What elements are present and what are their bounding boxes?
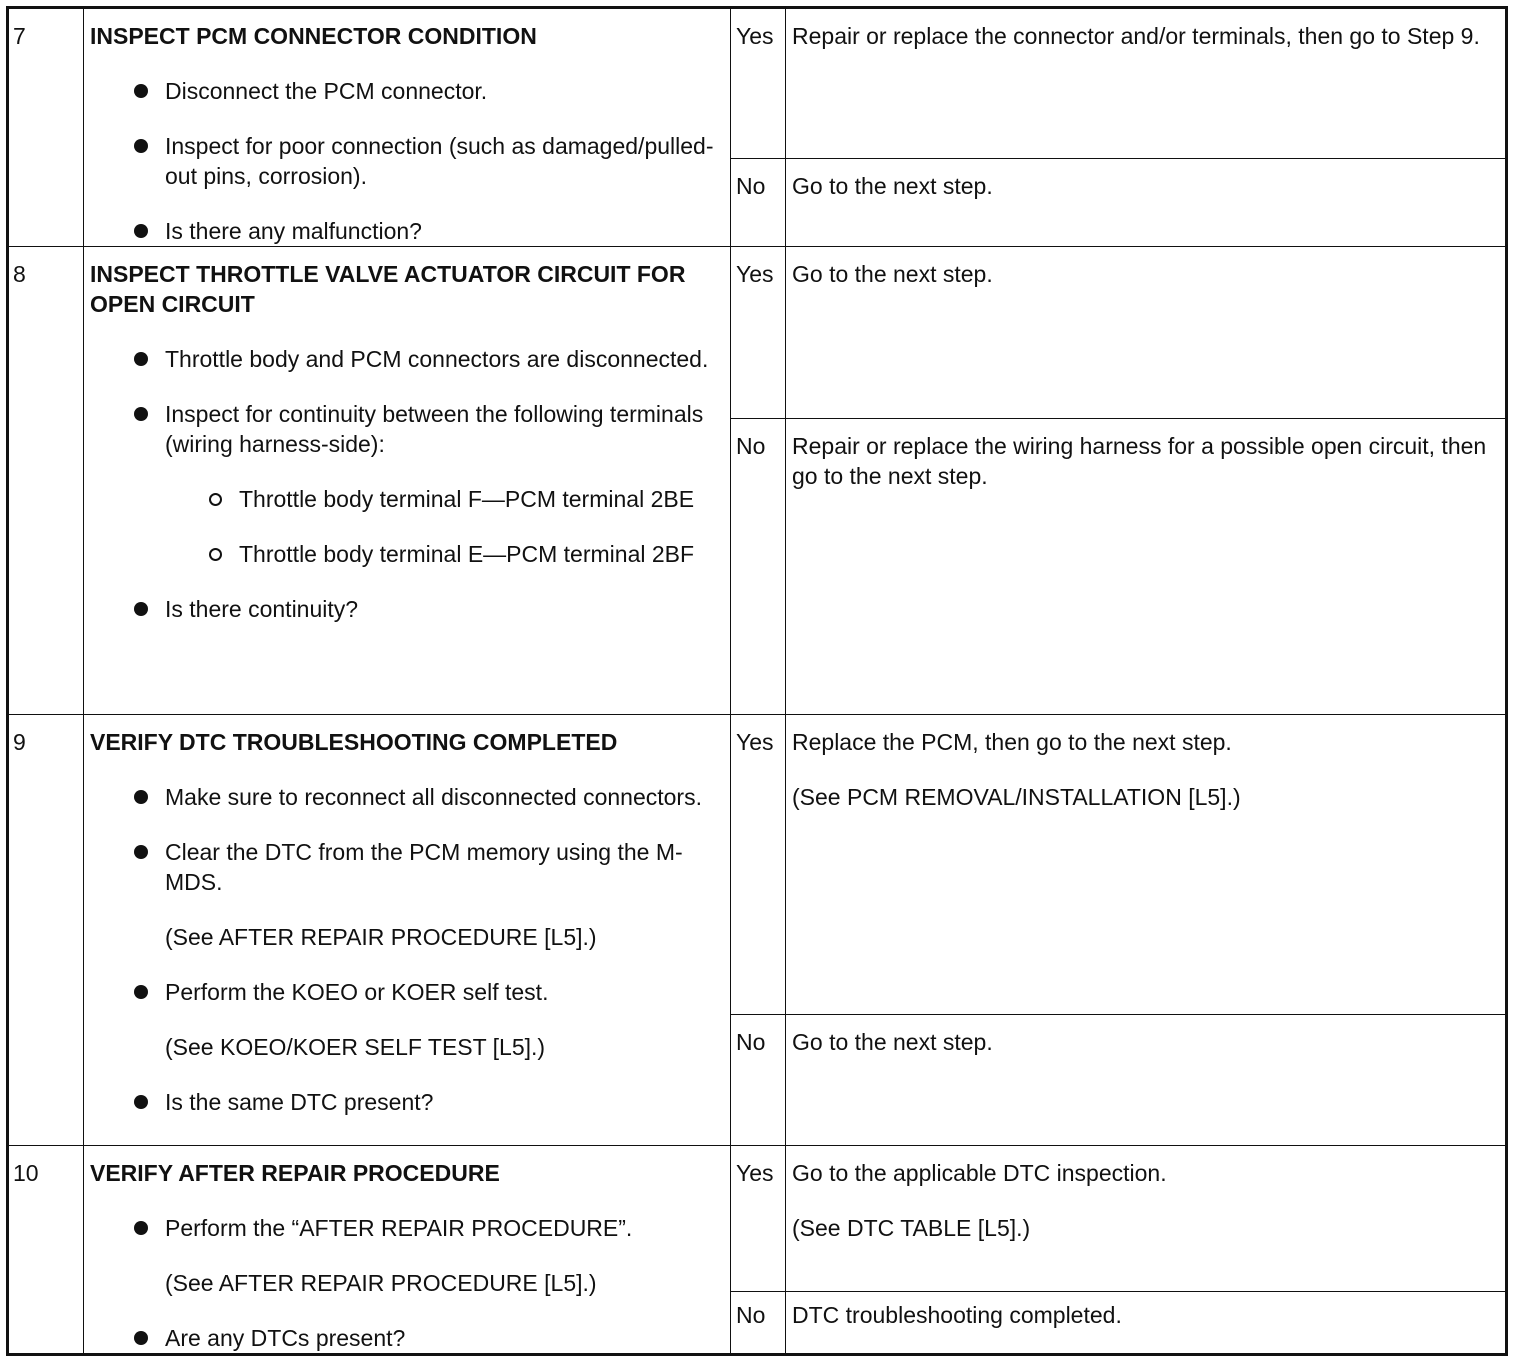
bullet-text: Make sure to reconnect all disconnected connectors. bbox=[165, 784, 702, 810]
bullet-text: Clear the DTC from the PCM memory using the M-MDS. bbox=[165, 839, 683, 895]
step-8-yes-row bbox=[8, 247, 1507, 419]
hollow-bullet-icon bbox=[209, 493, 222, 506]
result-yes-label: Yes bbox=[731, 247, 786, 419]
bullet-text: Is the same DTC present? bbox=[165, 1089, 434, 1115]
result-no-label: No bbox=[731, 419, 786, 715]
bullet-item bbox=[90, 399, 722, 459]
result-no-label: No bbox=[731, 1292, 786, 1355]
yes-action: Go to the applicable DTC inspection. bbox=[792, 1160, 1167, 1186]
bullet-icon bbox=[134, 352, 148, 366]
bullet-icon bbox=[134, 845, 148, 859]
bullet-text: Disconnect the PCM connector. bbox=[165, 78, 488, 104]
bullet-item bbox=[90, 977, 722, 1007]
step-7-inspection bbox=[84, 8, 731, 247]
reference-note: (See AFTER REPAIR PROCEDURE [L5].) bbox=[165, 1270, 597, 1296]
bullet-item bbox=[90, 1213, 722, 1243]
bullet-item bbox=[90, 837, 722, 897]
sub-bullet-item bbox=[90, 484, 722, 514]
step-number: 9 bbox=[8, 715, 84, 1146]
bullet-item bbox=[90, 76, 722, 106]
bullet-icon bbox=[134, 790, 148, 804]
step-9-yes-row bbox=[8, 715, 1507, 1015]
bullet-text: Is there any malfunction? bbox=[165, 218, 422, 244]
bullet-icon bbox=[134, 602, 148, 616]
bullet-icon bbox=[134, 84, 148, 98]
bullet-text: Throttle body and PCM connectors are disconnected. bbox=[165, 346, 709, 372]
yes-action: Repair or replace the connector and/or terminals, then go to Step 9. bbox=[786, 8, 1507, 159]
bullet-item bbox=[90, 344, 722, 374]
bullet-item bbox=[90, 216, 722, 246]
bullet-item bbox=[90, 131, 722, 191]
bullet-icon bbox=[134, 1095, 148, 1109]
step-8-inspection bbox=[84, 247, 731, 715]
bullet-icon bbox=[134, 1221, 148, 1235]
reference-note: (See KOEO/KOER SELF TEST [L5].) bbox=[165, 1034, 546, 1060]
bullet-icon bbox=[134, 139, 148, 153]
step-number: 7 bbox=[8, 8, 84, 247]
bullet-item bbox=[90, 1087, 722, 1117]
bullet-item bbox=[90, 1323, 722, 1353]
step-10-inspection bbox=[84, 1146, 731, 1355]
step-number: 8 bbox=[8, 247, 84, 715]
step-number: 10 bbox=[8, 1146, 84, 1355]
step-title: VERIFY AFTER REPAIR PROCEDURE bbox=[90, 1160, 500, 1186]
no-action: Repair or replace the wiring harness for a possible open circuit, then go to the next step. bbox=[786, 419, 1507, 715]
reference-note: (See DTC TABLE [L5].) bbox=[792, 1215, 1031, 1241]
result-yes-label: Yes bbox=[731, 1146, 786, 1292]
bullet-icon bbox=[134, 224, 148, 238]
step-title: INSPECT PCM CONNECTOR CONDITION bbox=[90, 23, 537, 49]
bullet-item bbox=[90, 594, 722, 624]
sub-bullet-text: Throttle body terminal E—PCM terminal 2BF bbox=[239, 541, 695, 567]
bullet-text: Are any DTCs present? bbox=[165, 1325, 406, 1351]
bullet-text: Perform the KOEO or KOER self test. bbox=[165, 979, 549, 1005]
bullet-text: Is there continuity? bbox=[165, 596, 359, 622]
result-no-label: No bbox=[731, 1015, 786, 1146]
yes-action-cell bbox=[786, 1146, 1507, 1292]
no-action: Go to the next step. bbox=[786, 1015, 1507, 1146]
yes-action: Replace the PCM, then go to the next step. bbox=[792, 729, 1232, 755]
hollow-bullet-icon bbox=[209, 548, 222, 561]
bullet-icon bbox=[134, 985, 148, 999]
bullet-item bbox=[90, 782, 722, 812]
sub-bullet-item bbox=[90, 539, 722, 569]
yes-action: Go to the next step. bbox=[786, 247, 1507, 419]
step-title: VERIFY DTC TROUBLESHOOTING COMPLETED bbox=[90, 729, 618, 755]
result-no-label: No bbox=[731, 159, 786, 247]
sub-bullet-text: Throttle body terminal F—PCM terminal 2BE bbox=[239, 486, 695, 512]
no-action: Go to the next step. bbox=[786, 159, 1507, 247]
no-action: DTC troubleshooting completed. bbox=[786, 1292, 1507, 1355]
bullet-text: Inspect for poor connection (such as damaged/pulled-out pins, corrosion). bbox=[165, 133, 714, 189]
step-title: INSPECT THROTTLE VALVE ACTUATOR CIRCUIT FOR OPEN CIRCUIT bbox=[90, 261, 686, 317]
bullet-icon bbox=[134, 1331, 148, 1345]
bullet-text: Inspect for continuity between the following terminals (wiring harness-side): bbox=[165, 401, 704, 457]
result-yes-label: Yes bbox=[731, 715, 786, 1015]
reference-note: (See AFTER REPAIR PROCEDURE [L5].) bbox=[165, 924, 597, 950]
reference-note: (See PCM REMOVAL/INSTALLATION [L5].) bbox=[792, 784, 1241, 810]
result-yes-label: Yes bbox=[731, 8, 786, 159]
step-7-yes-row bbox=[8, 8, 1507, 159]
bullet-icon bbox=[134, 407, 148, 421]
step-9-inspection bbox=[84, 715, 731, 1146]
bullet-text: Perform the “AFTER REPAIR PROCEDURE”. bbox=[165, 1215, 633, 1241]
step-10-yes-row bbox=[8, 1146, 1507, 1292]
diagnostic-procedure-table bbox=[6, 6, 1508, 1356]
yes-action-cell bbox=[786, 715, 1507, 1015]
